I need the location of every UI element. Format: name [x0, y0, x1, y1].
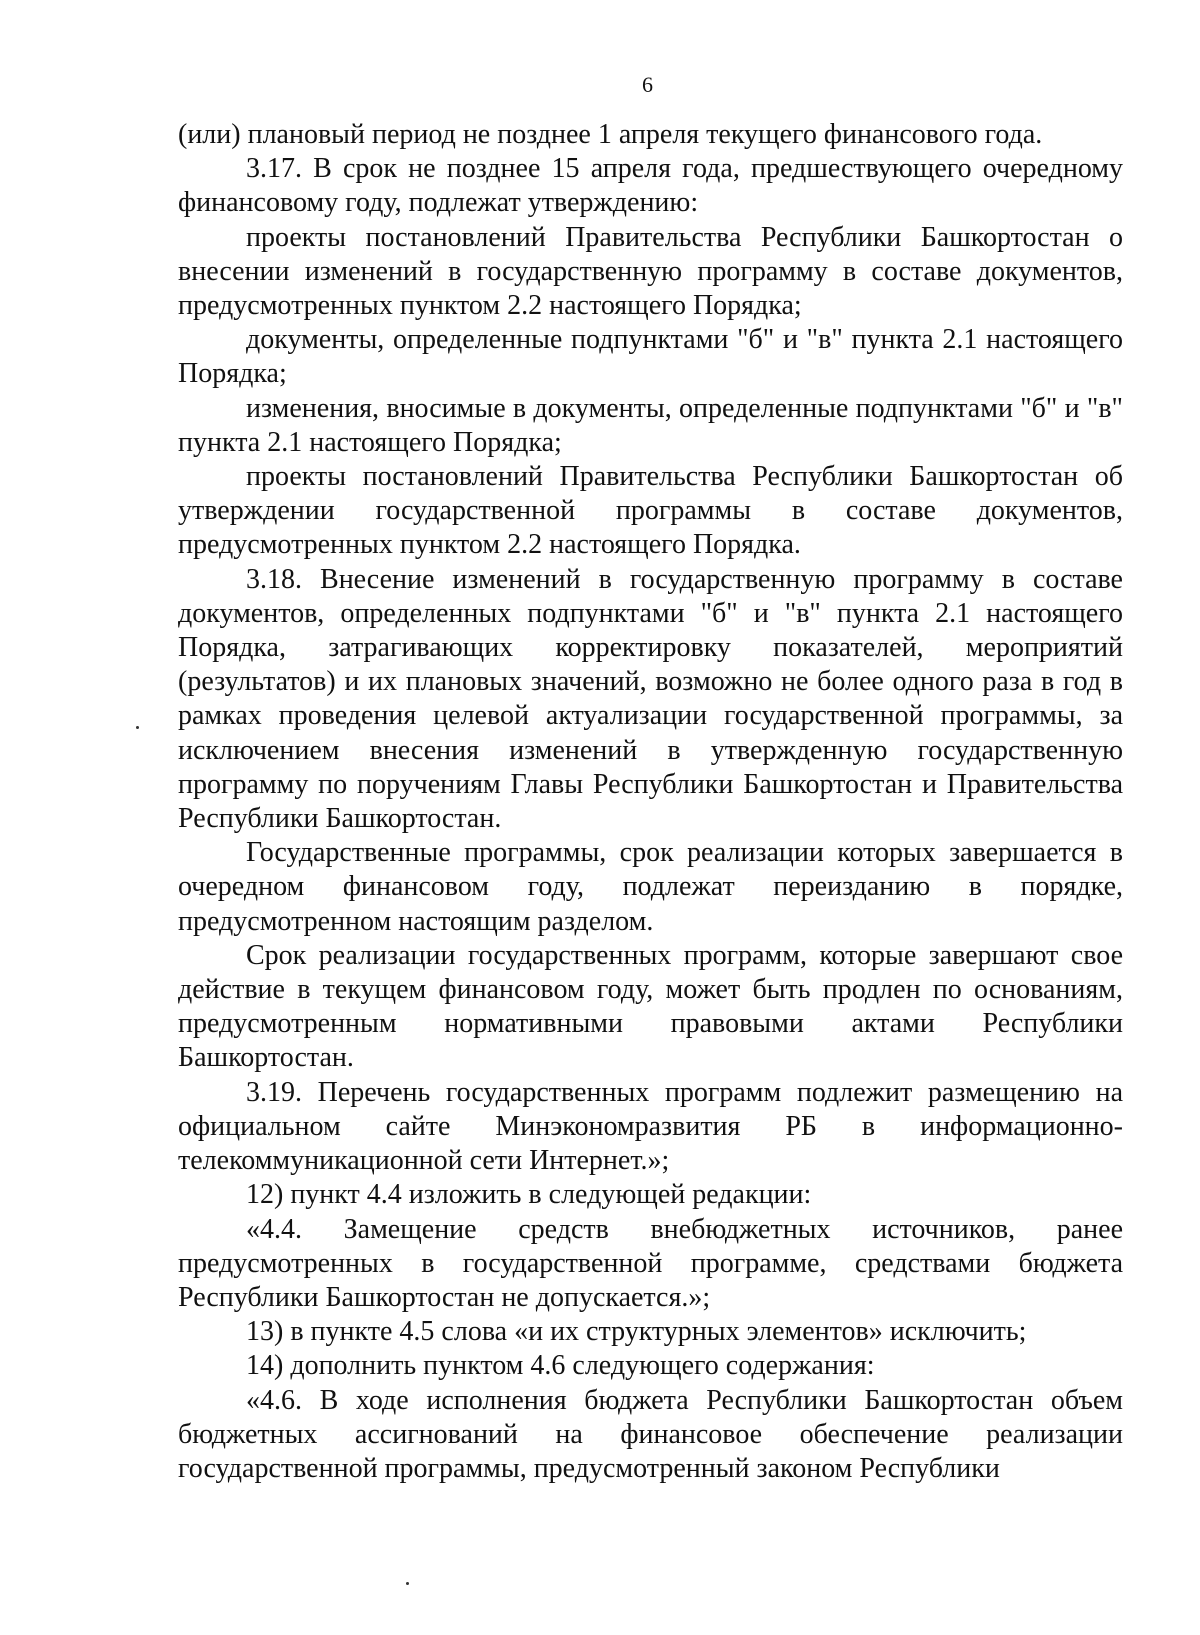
document-body [178, 118, 1123, 1486]
paragraph: 13) в пункте 4.5 слова «и их структурных элементов» исключить; [246, 1316, 1027, 1348]
scan-speck [406, 1582, 409, 1585]
paragraph: 3.18. Внесение изменений в государственную программу в составе документов, определенных подпунктами "б" и "в" пункта 2.1 настоящего Порядка, затрагивающих корректировку показателей, мероприятий (результатов) и их плановых значений, возможно не более одного раза в год в рамках проведения целевой актуализации государственной программы, за исключением внесения изменений в утвержденную государственную программу по поручениям Главы Республики Башкортостан и Правительства Республики Башкортостан. [178, 563, 1123, 835]
paragraph: Государственные программы, срок реализации которых завершается в очередном финансовом году, подлежат переизданию в порядке, предусмотренном настоящим разделом. [178, 837, 1123, 937]
paragraph: 3.17. В срок не позднее 15 апреля года, предшествующего очередному финансовому году, подлежат утверждению: [178, 153, 1123, 219]
paragraph: Срок реализации государственных программ, которые завершают свое действие в текущем финансовом году, может быть продлен по основаниям, предусмотренным нормативными правовыми актами Республики Башкортостан. [178, 939, 1123, 1074]
scan-speck [136, 726, 139, 729]
paragraph: 14) дополнить пунктом 4.6 следующего содержания: [246, 1350, 875, 1382]
paragraph: (или) плановый период не позднее 1 апреля текущего финансового года. [178, 119, 1043, 150]
paragraph: проекты постановлений Правительства Республики Башкортостан об утверждении государственной программы в составе документов, предусмотренных пунктом 2.2 настоящего Порядка. [178, 461, 1123, 561]
paragraph: документы, определенные подпунктами "б" и "в" пункта 2.1 настоящего Порядка; [178, 324, 1123, 390]
page-number: 6 [642, 72, 653, 97]
paragraph: проекты постановлений Правительства Республики Башкортостан о внесении изменений в государственную программу в составе документов, предусмотренных пунктом 2.2 настоящего Порядка; [178, 221, 1123, 322]
paragraph: «4.4. Замещение средств внебюджетных источников, ранее предусмотренных в государственной программе, средствами бюджета Республики Башкортостан не допускается.»; [178, 1213, 1123, 1313]
paragraph: «4.6. В ходе исполнения бюджета Республики Башкортостан объем бюджетных ассигнований на финансовое обеспечение реализации государственной программы, предусмотренный законом Республики [178, 1384, 1123, 1484]
paragraph: изменения, вносимые в документы, определенные подпунктами "б" и "в" пункта 2.1 настоящего Порядка; [178, 392, 1123, 458]
paragraph: 12) пункт 4.4 изложить в следующей редакции: [246, 1179, 812, 1211]
paragraph: 3.19. Перечень государственных программ подлежит размещению на официальном сайте Минэкономразвития РБ в информационно-телекоммуникационной сети Интернет.»; [178, 1076, 1123, 1177]
